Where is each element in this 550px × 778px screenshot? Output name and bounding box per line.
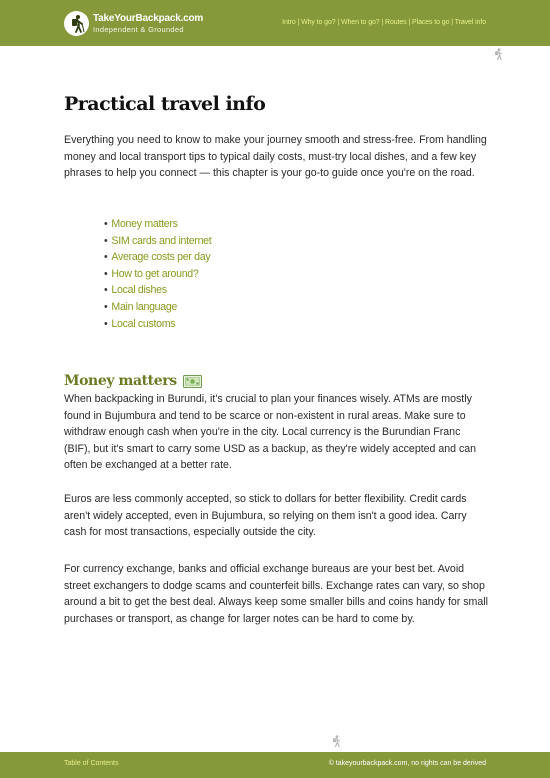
top-navigation: Intro | Why to go? | When to go? | Routes | Places to go | Travel info <box>282 19 486 26</box>
link-local-dishes[interactable]: Local dishes <box>111 284 167 297</box>
bullet: • <box>104 267 108 280</box>
page-footer <box>0 752 550 778</box>
page-title: Practical travel info <box>64 93 266 115</box>
page-header <box>0 0 550 46</box>
link-main-language[interactable]: Main language <box>111 300 178 313</box>
money-paragraph-2: Euros are less commonly accepted, so stick to dollars for better flexibility. Credit cards aren't widely accepted, even in Bujumbura, so relying on them isn't a good idea. Carry cash for most transactions, especially outside the city. <box>64 493 467 538</box>
nav-intro[interactable]: Intro <box>282 19 296 26</box>
link-average-costs-per-day[interactable]: Average costs per day <box>111 251 211 264</box>
list-item <box>104 316 211 333</box>
link-sim-cards-and-internet[interactable]: SIM cards and internet <box>111 234 212 247</box>
section-links-list <box>104 216 211 332</box>
list-item <box>104 249 211 266</box>
list-item <box>104 266 211 283</box>
bullet: • <box>104 234 108 247</box>
bullet: • <box>104 300 108 313</box>
backpacker-logo-icon <box>68 14 85 33</box>
nav-travel-info[interactable]: Travel info <box>454 19 486 26</box>
bullet: • <box>104 251 108 264</box>
nav-routes[interactable]: Routes <box>385 19 407 26</box>
intro-paragraph: Everything you need to know to make your journey smooth and stress-free. From handling money and local transport tips to typical daily costs, must-try local dishes, and a few key phrases to help you connect — this chapter is your go-to guide once you're on the road. <box>64 134 487 179</box>
table-of-contents-link[interactable]: Table of Contents <box>64 760 119 767</box>
brand-tagline: Independent & Grounded <box>93 25 184 34</box>
link-money-matters[interactable]: Money matters <box>111 218 178 230</box>
link-how-to-get-around[interactable]: How to get around? <box>111 267 199 280</box>
nav-places-to-go[interactable]: Places to go <box>412 19 450 26</box>
logo[interactable] <box>64 11 89 36</box>
bullet: • <box>104 218 108 230</box>
bullet: • <box>104 284 108 297</box>
money-paragraph-1: When backpacking in Burundi, it's crucial to plan your finances wisely. ATMs are mostly found in Bujumbura and tend to be scarce or non-existent in rural areas. Make sure to withdraw enough cash when you're in the city. Local currency is the Burundian Franc (BIF), but it's smart to carry some USD as a backup, as they're widely accepted and can often be exchanged at a better rate. <box>64 393 477 471</box>
nav-why-to-go[interactable]: Why to go? <box>301 19 336 26</box>
list-item <box>104 233 211 250</box>
bullet: • <box>104 317 108 330</box>
list-item <box>104 216 211 233</box>
money-banknote-icon <box>183 375 202 388</box>
link-local-customs[interactable]: Local customs <box>111 317 176 330</box>
hiker-icon <box>493 48 503 60</box>
copyright-notice: © takeyourbackpack.com, no rights can be derived <box>328 760 486 767</box>
money-matters-heading: Money matters <box>64 373 177 389</box>
nav-when-to-go[interactable]: When to go? <box>340 19 380 26</box>
list-item <box>104 282 211 299</box>
brand-name[interactable]: TakeYourBackpack.com <box>93 13 204 24</box>
list-item <box>104 299 211 316</box>
money-paragraph-3: For currency exchange, banks and official exchange bureaus are your best bet. Avoid street exchangers to dodge scams and counterfeit bills. Exchange rates can vary, so shop around a bit to get the best deal. Always keep some smaller bills and coins handy for small purchases or transport, as change for larger notes can be hard to come by. <box>64 563 488 625</box>
hiker-icon <box>331 735 341 747</box>
